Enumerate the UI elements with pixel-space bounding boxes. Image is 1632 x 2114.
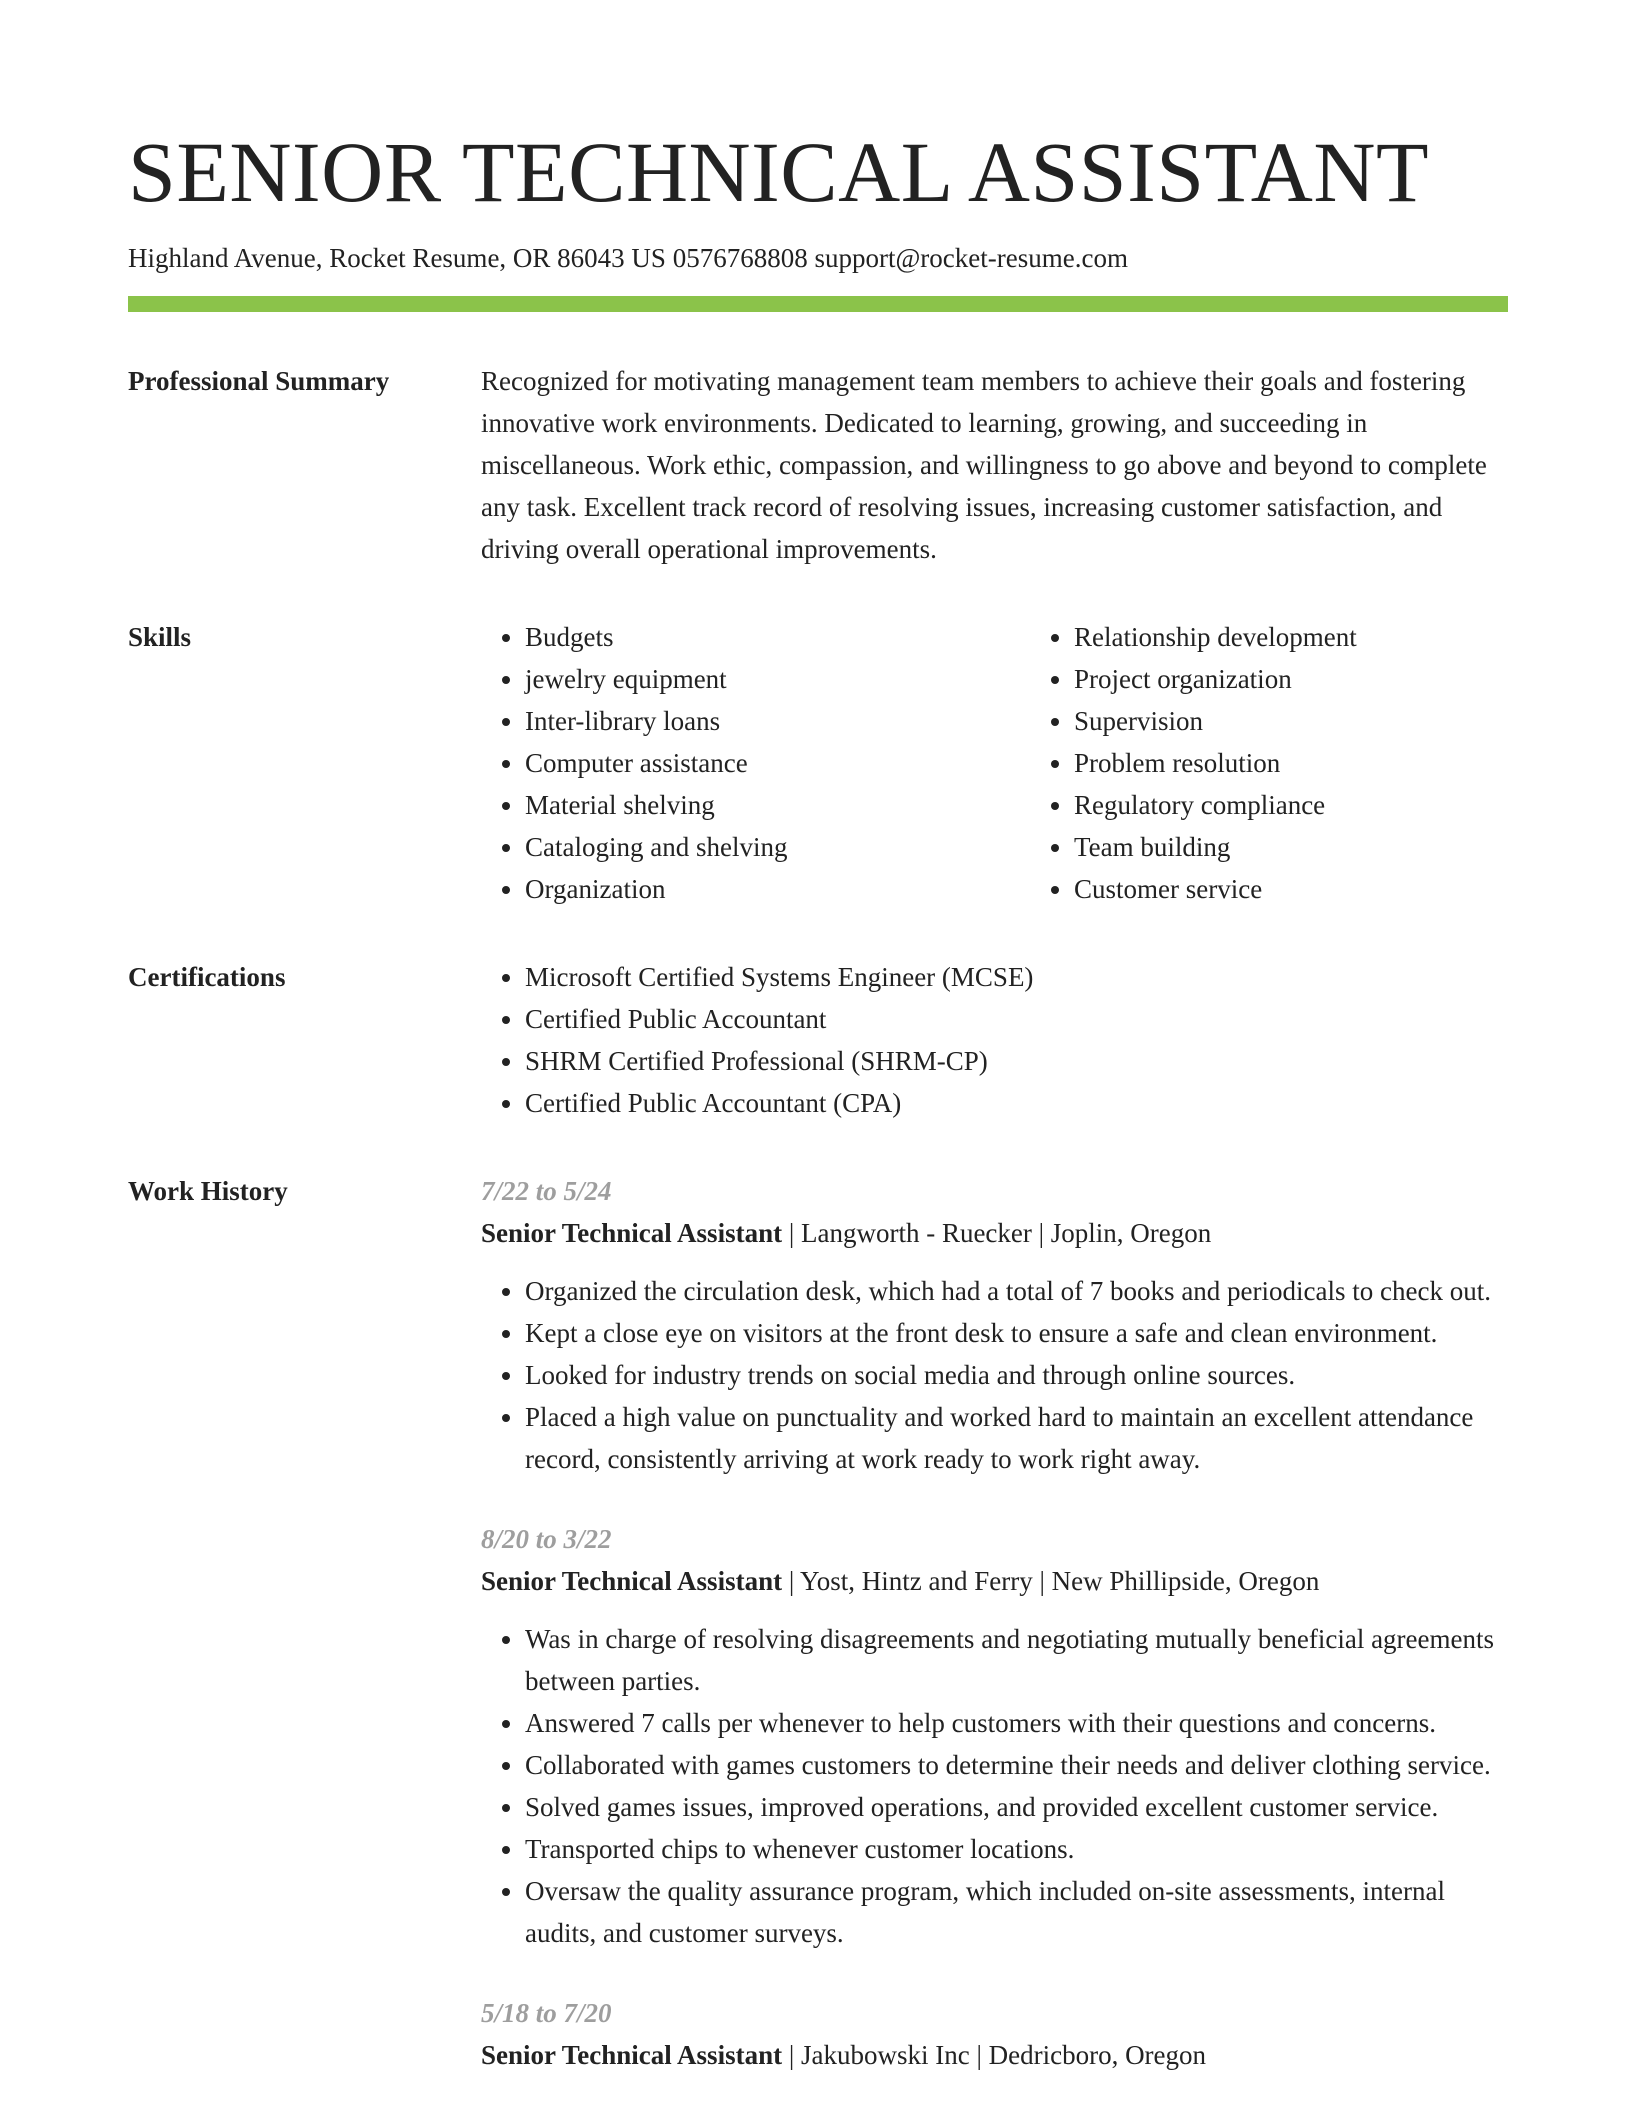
section-title-certifications: Certifications bbox=[128, 962, 286, 992]
resume-page bbox=[128, 0, 1508, 2114]
skills-section bbox=[128, 616, 1508, 910]
section-title-skills: Skills bbox=[128, 622, 192, 652]
job-bullet: • Looked for industry trends on social media and through online sources. bbox=[525, 1354, 1508, 1396]
job-entry bbox=[481, 1170, 1508, 1480]
job-dates: 7/22 to 5/24 bbox=[481, 1176, 612, 1206]
job-bullet: • Collaborated with games customers to determine their needs and deliver clothing service. bbox=[525, 1744, 1508, 1786]
job-dates: 8/20 to 3/22 bbox=[481, 1524, 612, 1554]
skill-item: • Team building bbox=[1074, 826, 1579, 868]
job-employer-location: | Langworth - Ruecker | Joplin, Oregon bbox=[782, 1218, 1212, 1248]
job-bullet: • Placed a high value on punctuality and worked hard to maintain an excellent attendance record, consistently arriving at work ready to work right away. bbox=[525, 1396, 1508, 1480]
skill-item: • Inter-library loans bbox=[525, 700, 1030, 742]
job-bullet: • Kept a close eye on visitors at the front desk to ensure a safe and clean environment. bbox=[525, 1312, 1508, 1354]
skills-list-left bbox=[481, 616, 1030, 910]
job-heading bbox=[481, 2034, 1508, 2076]
certification-item: • Certified Public Accountant (CPA) bbox=[525, 1082, 1508, 1124]
section-title-summary: Professional Summary bbox=[128, 366, 390, 396]
skills-list-right bbox=[1030, 616, 1579, 910]
skill-item: • Cataloging and shelving bbox=[525, 826, 1030, 868]
section-title-work-history: Work History bbox=[128, 1176, 288, 1206]
skill-item: • Customer service bbox=[1074, 868, 1579, 910]
job-entry bbox=[481, 1992, 1508, 2076]
summary-section bbox=[128, 360, 1508, 570]
certification-item: • Microsoft Certified Systems Engineer (MCSE) bbox=[525, 956, 1508, 998]
certifications-body bbox=[481, 956, 1508, 1124]
job-bullet: • Solved games issues, improved operations, and provided excellent customer service. bbox=[525, 1786, 1508, 1828]
accent-divider bbox=[128, 296, 1508, 312]
skill-item: • Supervision bbox=[1074, 700, 1579, 742]
job-dates: 5/18 to 7/20 bbox=[481, 1998, 612, 2028]
skill-item: • jewelry equipment bbox=[525, 658, 1030, 700]
resume-name-heading: SENIOR TECHNICAL ASSISTANT bbox=[128, 124, 1429, 220]
skill-item: • Material shelving bbox=[525, 784, 1030, 826]
job-bullets bbox=[481, 1270, 1508, 1480]
skill-item: • Problem resolution bbox=[1074, 742, 1579, 784]
job-bullet: • Transported chips to whenever customer locations. bbox=[525, 1828, 1508, 1870]
skill-item: • Organization bbox=[525, 868, 1030, 910]
certification-item: • SHRM Certified Professional (SHRM-CP) bbox=[525, 1040, 1508, 1082]
job-bullet: • Oversaw the quality assurance program, which included on-site assessments, internal audits, and customer surveys. bbox=[525, 1870, 1508, 1954]
certification-item: • Certified Public Accountant bbox=[525, 998, 1508, 1040]
skill-item: • Regulatory compliance bbox=[1074, 784, 1579, 826]
job-bullets bbox=[481, 1618, 1508, 1954]
work-history-body bbox=[481, 1170, 1508, 2114]
job-employer-location: | Jakubowski Inc | Dedricboro, Oregon bbox=[782, 2040, 1207, 2070]
job-bullet: • Answered 7 calls per whenever to help customers with their questions and concerns. bbox=[525, 1702, 1508, 1744]
skill-item: • Relationship development bbox=[1074, 616, 1579, 658]
skill-item: • Computer assistance bbox=[525, 742, 1030, 784]
job-entry bbox=[481, 1518, 1508, 1954]
job-employer-location: | Yost, Hintz and Ferry | New Phillipside, Oregon bbox=[782, 1566, 1320, 1596]
job-title: Senior Technical Assistant bbox=[481, 1566, 783, 1596]
job-bullet: • Organized the circulation desk, which had a total of 7 books and periodicals to check out. bbox=[525, 1270, 1508, 1312]
certifications-list bbox=[481, 956, 1508, 1124]
summary-body bbox=[481, 360, 1508, 570]
work-history-section bbox=[128, 1170, 1508, 2114]
summary-text: Recognized for motivating management team members to achieve their goals and fostering innovative work environments. Dedicated to learning, growing, and succeeding in miscellaneous. Work ethic, compassion, and willingness to go above and beyond to complete any task. Excellent track record of resolving issues, increasing customer satisfaction, and driving overall operational improvements. bbox=[481, 366, 1487, 564]
skill-item: • Project organization bbox=[1074, 658, 1579, 700]
job-title: Senior Technical Assistant bbox=[481, 1218, 783, 1248]
job-bullet: • Was in charge of resolving disagreements and negotiating mutually beneficial agreements between parties. bbox=[525, 1618, 1508, 1702]
skill-item: • Budgets bbox=[525, 616, 1030, 658]
skills-body bbox=[481, 616, 1579, 910]
contact-line: Highland Avenue, Rocket Resume, OR 86043 US 0576768808 support@rocket-resume.com bbox=[128, 243, 1128, 273]
job-title: Senior Technical Assistant bbox=[481, 2040, 783, 2070]
job-heading bbox=[481, 1212, 1508, 1254]
job-heading bbox=[481, 1560, 1508, 1602]
certifications-section bbox=[128, 956, 1508, 1124]
